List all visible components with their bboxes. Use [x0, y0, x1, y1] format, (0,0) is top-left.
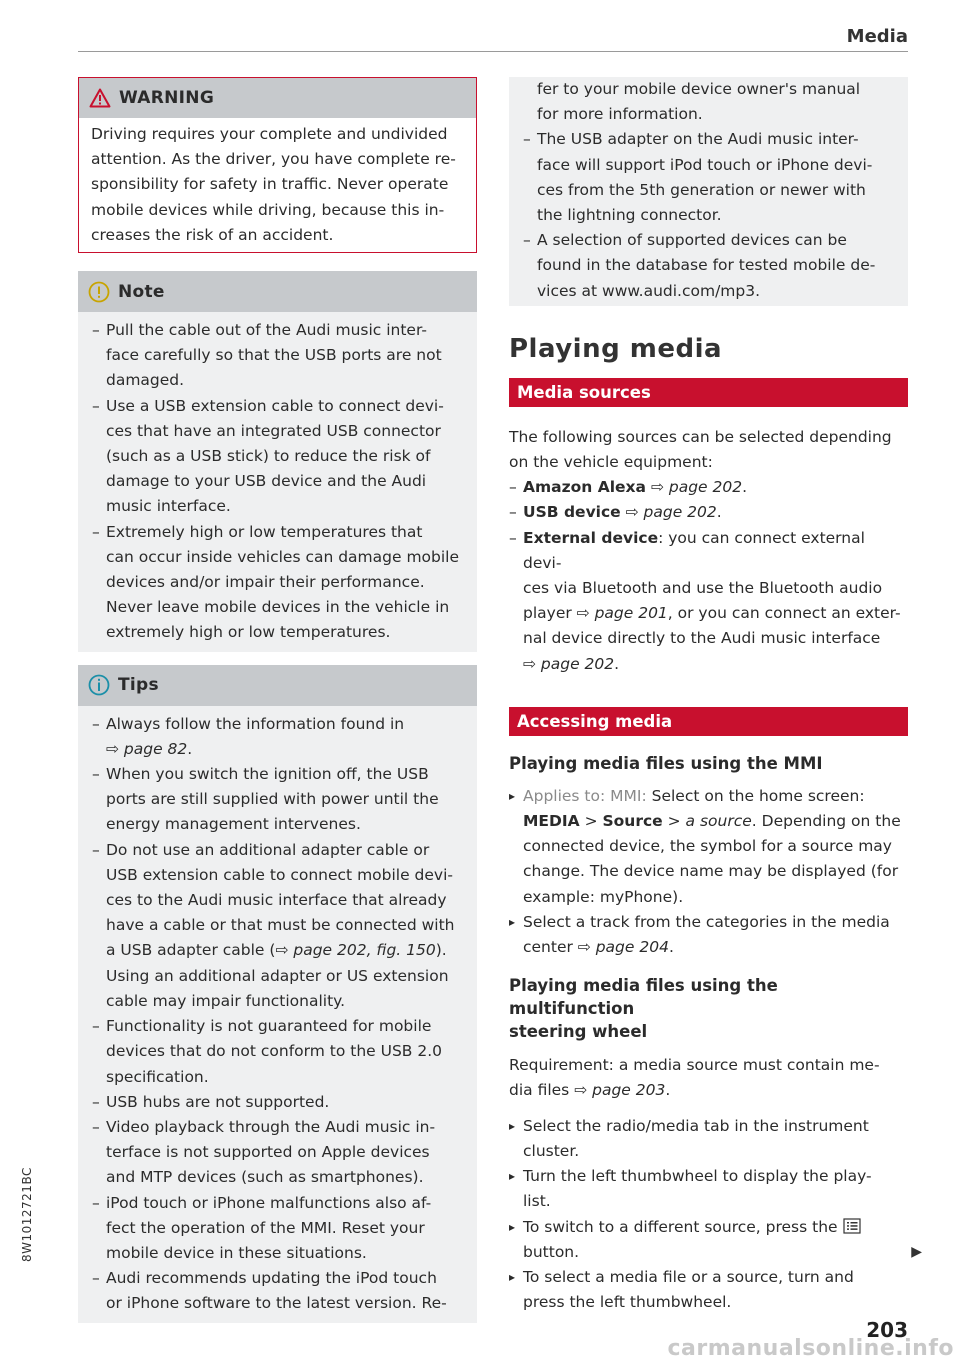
tips-box — [78, 665, 477, 1323]
note-item: – Extremely high or low temperatures that can occur inside vehicles can damage mobile devices and/or impair their performance. Never leave mobile devices in the vehicle in extremely high or low temperatures. — [92, 520, 467, 646]
warning-box — [78, 77, 477, 253]
steering-steps — [509, 1114, 908, 1316]
mmi-heading: Playing media files using the MMI — [509, 753, 823, 773]
page-number: 203 — [866, 1318, 908, 1342]
accessing-media-bar: Accessing media — [509, 707, 908, 736]
tips-item: – Always follow the information found in ⇨ page 82. — [92, 712, 467, 762]
tips-item: – Video playback through the Audi music in- terface is not supported on Apple devices and MTP devices (such as smartphones). — [92, 1115, 467, 1191]
tips-item: – Audi recommends updating the iPod touch or iPhone software to the latest version. Re- — [92, 1266, 467, 1316]
requirement-text: Requirement: a media source must contain me- dia files ⇨ page 203. — [509, 1056, 880, 1100]
note-box — [78, 271, 477, 652]
note-title: Note — [118, 281, 165, 302]
warning-line: creases the risk of an accident. — [91, 225, 334, 244]
header-divider — [78, 51, 908, 52]
warning-header — [79, 78, 476, 118]
tips-item: – A selection of supported devices can be found in the database for tested mobile de- vices at www.audi.com/mp3. — [523, 228, 898, 304]
step-item: ▸ Applies to: MMI: Select on the home screen: MEDIA > Source > a source. Depending on the connected device, the symbol for a source may change. The device name may be displayed (for example: myPhone). — [509, 784, 908, 910]
note-item: – Use a USB extension cable to connect devi- ces that have an integrated USB connector (such as a USB stick) to reduce the risk of damage to your USB device and the Audi music interface. — [92, 394, 467, 520]
right-column — [509, 77, 908, 1315]
tips-title: Tips — [118, 675, 159, 696]
step-item: ▸ To select a media file or a source, turn and press the left thumbwheel. — [509, 1265, 908, 1315]
source-item: – Amazon Alexa ⇨ page 202. — [509, 475, 908, 500]
page-ref-link[interactable]: ⇨ page 202, fig. 150 — [275, 941, 436, 960]
source-item: – USB device ⇨ page 202. — [509, 500, 908, 525]
tips-item: – When you switch the ignition off, the USB ports are still supplied with power until the energy management intervenes. — [92, 762, 467, 838]
sources-intro: The following sources can be selected depending on the vehicle equipment: — [509, 427, 892, 472]
tips-item: – iPod touch or iPhone malfunctions also af- fect the operation of the MMI. Reset your mobile device in these situations. — [92, 1191, 467, 1267]
step-item: ▸ Select the radio/media tab in the instrument cluster. — [509, 1114, 908, 1164]
tips-header — [78, 665, 477, 706]
note-exclamation-icon — [88, 281, 110, 303]
warning-text — [79, 118, 476, 252]
page-ref-link[interactable]: ⇨ page 203 — [574, 1081, 666, 1100]
warning-line: attention. As the driver, you have complete re- — [91, 150, 456, 169]
tips-body — [78, 706, 477, 1323]
warning-line: mobile devices while driving, because this in- — [91, 200, 445, 219]
warning-triangle-icon — [89, 88, 111, 108]
step-item: ▸ To switch to a different source, press the button. — [509, 1215, 908, 1265]
tips-continued-box — [509, 77, 908, 306]
page-ref-link[interactable]: ⇨ page 201 — [576, 604, 668, 623]
page-ref-link[interactable]: ⇨ page 202 — [625, 503, 717, 522]
tips-item: – The USB adapter on the Audi music inter- face will support iPod touch or iPhone devi- ces from the 5th generation or newer with the lightning connector. — [523, 127, 898, 228]
note-item: – Pull the cable out of the Audi music inter- face carefully so that the USB ports are not damaged. — [92, 318, 467, 394]
continue-arrow-icon: ▶ — [911, 1244, 922, 1260]
warning-title: WARNING — [119, 88, 215, 108]
watermark: carmanualsonline.info — [667, 1336, 954, 1361]
note-header — [78, 271, 477, 312]
warning-line: sponsibility for safety in traffic. Never operate — [91, 175, 449, 194]
steering-heading: Playing media files using the multifunction steering wheel — [509, 976, 778, 1042]
step-item: ▸ Turn the left thumbwheel to display the play- list. — [509, 1164, 908, 1214]
menu-button-icon — [843, 1218, 861, 1234]
info-icon — [88, 674, 110, 696]
warning-line: Driving requires your complete and undivided — [91, 125, 448, 143]
chapter-heading: Playing media — [509, 333, 723, 364]
page-ref-link[interactable]: ⇨ page 202 — [650, 478, 743, 497]
note-body — [78, 312, 477, 652]
step-item: ▸ Select a track from the categories in the media center ⇨ page 204. — [509, 910, 908, 960]
source-item: – External device: you can connect external devi- ces via Bluetooth and use the Bluetooth audio player ⇨ page 201, or you can connect an exter- nal device directly to the Audi music interface ⇨ page 202. — [509, 526, 908, 677]
tips-item-continued: fer to your mobile device owner's manual for more information. — [537, 80, 861, 124]
left-column — [78, 77, 477, 1323]
tips-item: – USB hubs are not supported. — [92, 1090, 467, 1115]
document-code: 8W1012721BC — [20, 1167, 34, 1262]
tips-item: – Functionality is not guaranteed for mobile devices that do not conform to the USB 2.0 specification. — [92, 1014, 467, 1090]
tips-item: – Do not use an additional adapter cable or USB extension cable to connect mobile devi- ces to the Audi music interface that already have a cable or that must be connected with a USB adapter cable (⇨ page 202, fig. 150). Using an additional adapter or US extension cable may impair functionality. — [92, 838, 467, 1014]
section-title: Media — [846, 26, 908, 47]
page-ref-link[interactable]: ⇨ page 82 — [106, 739, 188, 758]
page-ref-link[interactable]: ⇨ page 202 — [523, 654, 615, 673]
media-sources-bar: Media sources — [509, 378, 908, 407]
mmi-steps — [509, 784, 908, 960]
page-ref-link[interactable]: ⇨ page 204 — [577, 938, 669, 957]
sources-list — [509, 475, 908, 677]
